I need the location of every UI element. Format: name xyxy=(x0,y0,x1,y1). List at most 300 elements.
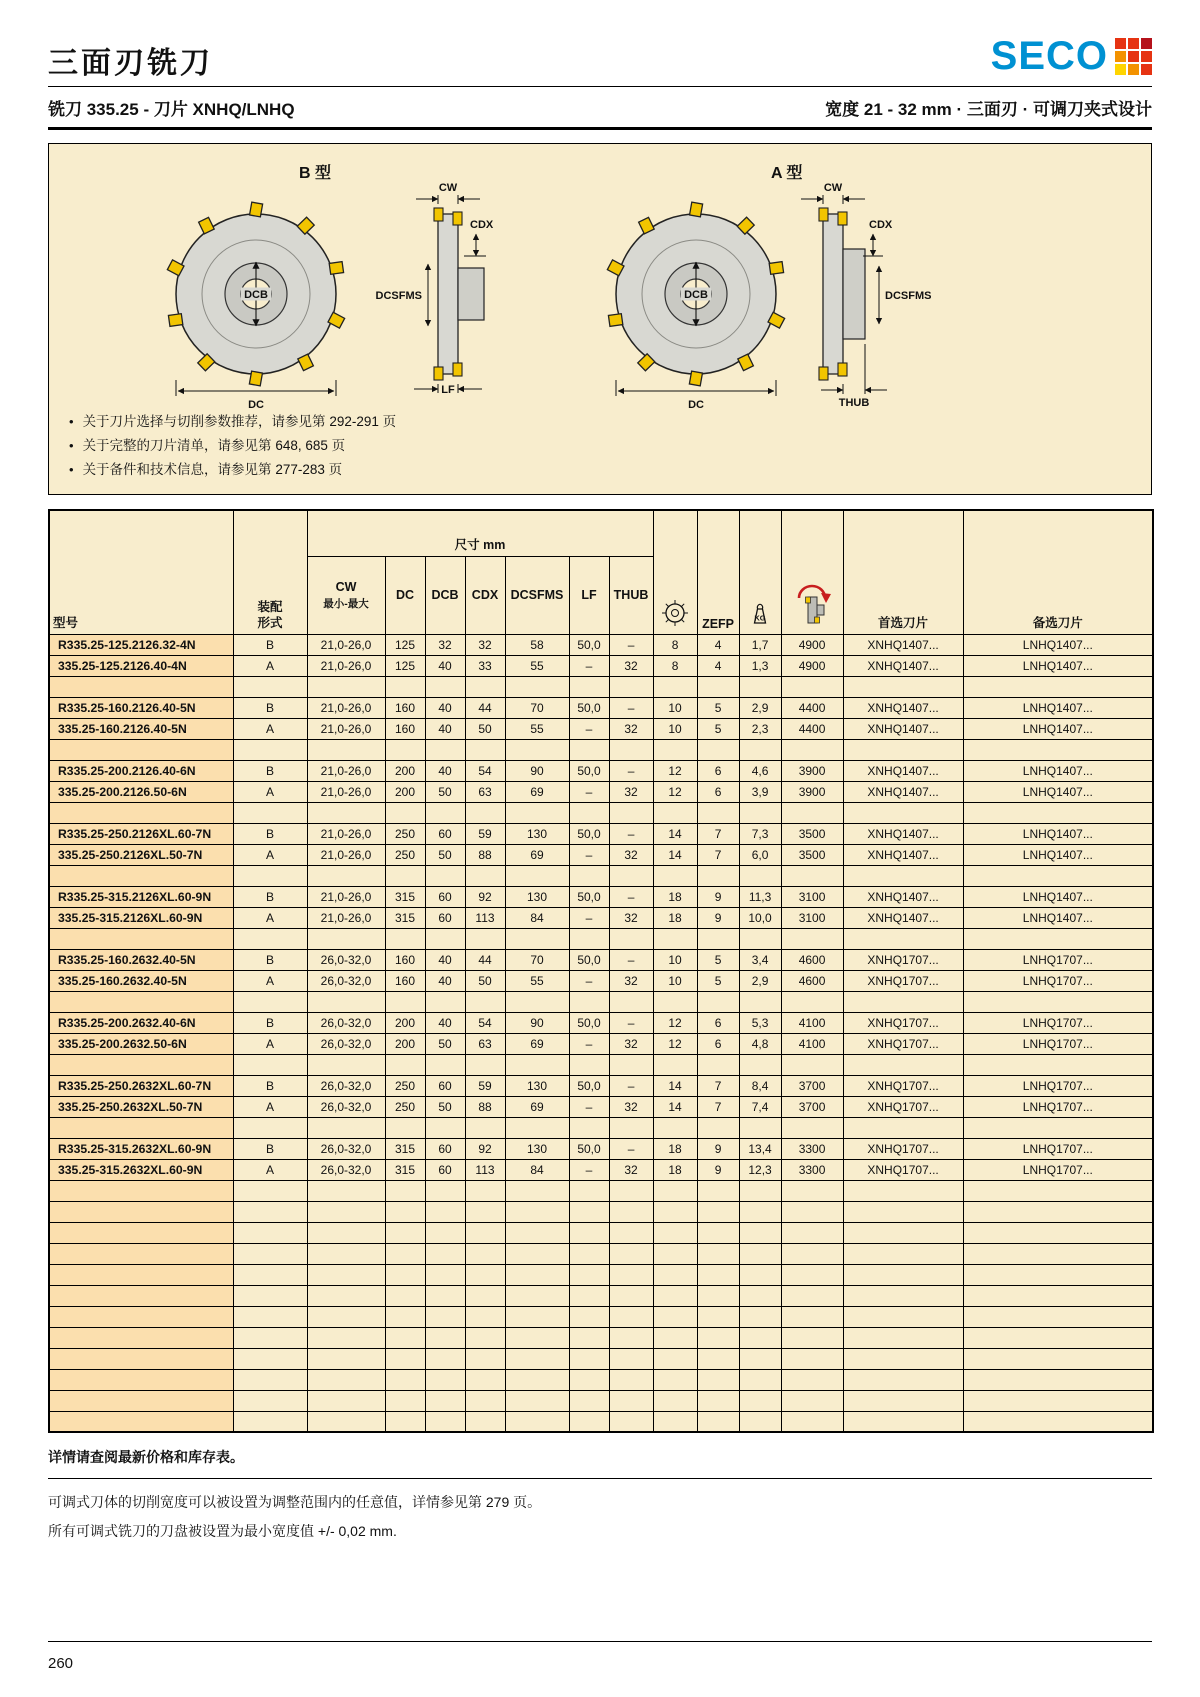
value-cell: 50 xyxy=(465,718,505,739)
value-cell xyxy=(697,1054,739,1075)
value-cell xyxy=(697,1264,739,1285)
value-cell: 3,9 xyxy=(739,781,781,802)
value-cell xyxy=(697,1243,739,1264)
value-cell xyxy=(385,1222,425,1243)
model-cell: R335.25-160.2126.40-5N xyxy=(49,697,233,718)
value-cell xyxy=(465,676,505,697)
value-cell xyxy=(843,1201,963,1222)
value-cell: 60 xyxy=(425,1138,465,1159)
value-cell xyxy=(739,1411,781,1432)
value-cell: 21,0-26,0 xyxy=(307,655,385,676)
cw-label: CW xyxy=(335,579,357,594)
model-cell: R335.25-250.2632XL.60-7N xyxy=(49,1075,233,1096)
value-cell xyxy=(425,1243,465,1264)
col-header-model: 型号 xyxy=(49,510,233,634)
value-cell: XNHQ1707... xyxy=(843,1033,963,1054)
value-cell xyxy=(385,1117,425,1138)
value-cell: 40 xyxy=(425,697,465,718)
value-cell: 5 xyxy=(697,970,739,991)
value-cell xyxy=(653,1285,697,1306)
model-cell: R335.25-250.2126XL.60-7N xyxy=(49,823,233,844)
value-cell xyxy=(609,1201,653,1222)
value-cell xyxy=(781,1411,843,1432)
table-row xyxy=(49,1159,1153,1180)
value-cell xyxy=(781,865,843,886)
value-cell: – xyxy=(609,1138,653,1159)
value-cell: 32 xyxy=(609,1033,653,1054)
value-cell xyxy=(697,1390,739,1411)
model-cell: 335.25-200.2126.50-6N xyxy=(49,781,233,802)
value-cell xyxy=(425,991,465,1012)
model-cell xyxy=(49,1180,233,1201)
model-cell xyxy=(49,1243,233,1264)
teeth-count-icon xyxy=(660,598,690,628)
value-cell: 12 xyxy=(653,1033,697,1054)
value-cell: 50,0 xyxy=(569,1075,609,1096)
empty-row xyxy=(49,1306,1153,1327)
value-cell: LNHQ1407... xyxy=(963,844,1153,865)
value-cell xyxy=(843,1117,963,1138)
model-cell xyxy=(49,1264,233,1285)
value-cell xyxy=(963,802,1153,823)
value-cell: LNHQ1407... xyxy=(963,886,1153,907)
value-cell: 92 xyxy=(465,886,505,907)
value-cell xyxy=(505,676,569,697)
value-cell: LNHQ1407... xyxy=(963,907,1153,928)
value-cell: 2,9 xyxy=(739,970,781,991)
value-cell xyxy=(843,865,963,886)
value-cell xyxy=(569,1243,609,1264)
value-cell: 18 xyxy=(653,907,697,928)
value-cell xyxy=(739,1201,781,1222)
dim-label-lf: LF xyxy=(441,384,455,396)
value-cell: XNHQ1707... xyxy=(843,1012,963,1033)
value-cell: 6 xyxy=(697,760,739,781)
value-cell: 26,0-32,0 xyxy=(307,1138,385,1159)
value-cell xyxy=(233,676,307,697)
value-cell xyxy=(385,802,425,823)
value-cell: 44 xyxy=(465,697,505,718)
value-cell: XNHQ1407... xyxy=(843,907,963,928)
spacer-row xyxy=(49,865,1153,886)
value-cell: A xyxy=(233,1033,307,1054)
value-cell xyxy=(425,676,465,697)
value-cell: – xyxy=(569,1033,609,1054)
value-cell: 14 xyxy=(653,823,697,844)
value-cell: 200 xyxy=(385,760,425,781)
value-cell: 50 xyxy=(425,781,465,802)
value-cell xyxy=(465,1117,505,1138)
value-cell xyxy=(233,1327,307,1348)
value-cell: 4 xyxy=(697,634,739,655)
empty-row xyxy=(49,1348,1153,1369)
table-row xyxy=(49,1096,1153,1117)
value-cell xyxy=(963,1390,1153,1411)
mount-form-line1: 装配 xyxy=(257,599,283,614)
masthead xyxy=(48,34,1152,86)
col-header-preferred-insert: 首选刀片 xyxy=(843,510,963,634)
col-header-size-group: 尺寸 mm xyxy=(307,510,653,556)
value-cell xyxy=(425,1201,465,1222)
value-cell xyxy=(781,928,843,949)
model-cell xyxy=(49,928,233,949)
value-cell: 60 xyxy=(425,907,465,928)
value-cell: 58 xyxy=(505,634,569,655)
value-cell: 26,0-32,0 xyxy=(307,1075,385,1096)
value-cell xyxy=(505,991,569,1012)
subheader-left: 铣刀 335.25 - 刀片 XNHQ/LNHQ xyxy=(48,99,295,119)
footer-divider xyxy=(48,1641,1152,1642)
value-cell xyxy=(385,739,425,760)
table-row xyxy=(49,823,1153,844)
model-cell xyxy=(49,1327,233,1348)
value-cell: B xyxy=(233,886,307,907)
value-cell: 90 xyxy=(505,760,569,781)
value-cell: 4,8 xyxy=(739,1033,781,1054)
value-cell xyxy=(739,802,781,823)
value-cell xyxy=(697,1369,739,1390)
value-cell xyxy=(697,1327,739,1348)
value-cell: LNHQ1407... xyxy=(963,781,1153,802)
table-row xyxy=(49,760,1153,781)
value-cell: 125 xyxy=(385,634,425,655)
value-cell: 55 xyxy=(505,655,569,676)
value-cell: 160 xyxy=(385,970,425,991)
spacer-row xyxy=(49,802,1153,823)
value-cell: A xyxy=(233,1159,307,1180)
dim-label-dcb: DCB xyxy=(244,289,268,301)
value-cell xyxy=(609,1264,653,1285)
col-header-cdx: CDX xyxy=(465,556,505,634)
value-cell xyxy=(569,1348,609,1369)
model-cell: R335.25-315.2632XL.60-9N xyxy=(49,1138,233,1159)
value-cell xyxy=(569,865,609,886)
value-cell: 40 xyxy=(425,970,465,991)
value-cell xyxy=(609,991,653,1012)
model-cell: R335.25-160.2632.40-5N xyxy=(49,949,233,970)
model-cell: 335.25-160.2126.40-5N xyxy=(49,718,233,739)
value-cell xyxy=(425,1411,465,1432)
value-cell: 10 xyxy=(653,697,697,718)
value-cell xyxy=(505,1243,569,1264)
value-cell: 250 xyxy=(385,1096,425,1117)
value-cell xyxy=(233,1243,307,1264)
value-cell: 60 xyxy=(425,1159,465,1180)
value-cell xyxy=(963,1285,1153,1306)
dim-label-dcsfms: DCSFMS xyxy=(885,290,932,302)
value-cell xyxy=(425,1390,465,1411)
value-cell: 3700 xyxy=(781,1096,843,1117)
value-cell xyxy=(739,928,781,949)
value-cell xyxy=(505,1369,569,1390)
value-cell xyxy=(843,1285,963,1306)
value-cell xyxy=(505,1201,569,1222)
value-cell: 12 xyxy=(653,760,697,781)
value-cell xyxy=(781,739,843,760)
value-cell xyxy=(505,865,569,886)
value-cell xyxy=(739,1117,781,1138)
value-cell: 69 xyxy=(505,781,569,802)
value-cell: B xyxy=(233,760,307,781)
value-cell xyxy=(963,1054,1153,1075)
value-cell xyxy=(739,1243,781,1264)
value-cell xyxy=(781,1327,843,1348)
value-cell: 7 xyxy=(697,1096,739,1117)
model-cell xyxy=(49,1117,233,1138)
value-cell xyxy=(233,802,307,823)
value-cell: XNHQ1707... xyxy=(843,1159,963,1180)
value-cell: 32 xyxy=(609,907,653,928)
empty-row xyxy=(49,1222,1153,1243)
value-cell: 11,3 xyxy=(739,886,781,907)
value-cell xyxy=(465,1348,505,1369)
value-cell: 9 xyxy=(697,907,739,928)
value-cell: 60 xyxy=(425,886,465,907)
value-cell xyxy=(569,1327,609,1348)
value-cell: B xyxy=(233,1012,307,1033)
subheader-divider xyxy=(48,127,1152,130)
value-cell xyxy=(465,739,505,760)
value-cell: 50,0 xyxy=(569,1012,609,1033)
value-cell: 1,3 xyxy=(739,655,781,676)
value-cell xyxy=(963,1264,1153,1285)
value-cell xyxy=(385,1327,425,1348)
value-cell: 5,3 xyxy=(739,1012,781,1033)
value-cell: 8,4 xyxy=(739,1075,781,1096)
value-cell xyxy=(385,1285,425,1306)
value-cell: 54 xyxy=(465,760,505,781)
value-cell xyxy=(781,1306,843,1327)
spacer-row xyxy=(49,1054,1153,1075)
model-cell xyxy=(49,676,233,697)
value-cell: A xyxy=(233,844,307,865)
value-cell xyxy=(307,1264,385,1285)
value-cell xyxy=(781,1222,843,1243)
value-cell: 8 xyxy=(653,634,697,655)
value-cell xyxy=(697,1411,739,1432)
value-cell: 12 xyxy=(653,1012,697,1033)
value-cell: 4600 xyxy=(781,970,843,991)
value-cell xyxy=(697,1201,739,1222)
value-cell: 32 xyxy=(609,718,653,739)
value-cell: – xyxy=(609,1012,653,1033)
value-cell xyxy=(307,1180,385,1201)
value-cell xyxy=(569,1285,609,1306)
value-cell: XNHQ1407... xyxy=(843,760,963,781)
value-cell xyxy=(569,1054,609,1075)
value-cell xyxy=(233,928,307,949)
value-cell xyxy=(233,1117,307,1138)
value-cell xyxy=(697,928,739,949)
value-cell: – xyxy=(609,760,653,781)
value-cell: 54 xyxy=(465,1012,505,1033)
value-cell: 2,3 xyxy=(739,718,781,739)
value-cell xyxy=(609,802,653,823)
cutter-side-view-a xyxy=(801,182,931,409)
value-cell xyxy=(843,1306,963,1327)
value-cell xyxy=(425,1222,465,1243)
value-cell: 50 xyxy=(425,1033,465,1054)
value-cell: 160 xyxy=(385,697,425,718)
value-cell: 32 xyxy=(609,1159,653,1180)
value-cell xyxy=(843,802,963,823)
value-cell: A xyxy=(233,718,307,739)
note-item: • 关于刀片选择与切削参数推荐，请参见第 292-291 页 xyxy=(69,410,396,434)
value-cell: 26,0-32,0 xyxy=(307,1096,385,1117)
value-cell xyxy=(843,676,963,697)
value-cell: B xyxy=(233,1075,307,1096)
value-cell xyxy=(569,1390,609,1411)
spacer-row xyxy=(49,739,1153,760)
value-cell: LNHQ1707... xyxy=(963,1075,1153,1096)
col-header-zefp: ZEFP xyxy=(697,510,739,634)
type-a-label: A 型 xyxy=(771,165,803,182)
value-cell xyxy=(653,1201,697,1222)
value-cell xyxy=(653,1264,697,1285)
value-cell: 10 xyxy=(653,949,697,970)
value-cell xyxy=(781,1369,843,1390)
value-cell: 7 xyxy=(697,823,739,844)
col-header-mount-form xyxy=(233,510,307,634)
value-cell: LNHQ1707... xyxy=(963,1012,1153,1033)
value-cell xyxy=(781,802,843,823)
value-cell xyxy=(307,676,385,697)
value-cell xyxy=(465,1243,505,1264)
value-cell xyxy=(697,1285,739,1306)
value-cell xyxy=(425,1117,465,1138)
value-cell xyxy=(609,739,653,760)
value-cell xyxy=(425,1054,465,1075)
empty-row xyxy=(49,1327,1153,1348)
value-cell xyxy=(465,1306,505,1327)
value-cell: 10,0 xyxy=(739,907,781,928)
value-cell: 21,0-26,0 xyxy=(307,907,385,928)
model-cell xyxy=(49,1285,233,1306)
value-cell: 113 xyxy=(465,907,505,928)
value-cell: 84 xyxy=(505,907,569,928)
spacer-row xyxy=(49,991,1153,1012)
value-cell: 3100 xyxy=(781,886,843,907)
value-cell: – xyxy=(569,1096,609,1117)
value-cell: XNHQ1707... xyxy=(843,1138,963,1159)
value-cell xyxy=(609,1222,653,1243)
value-cell: LNHQ1707... xyxy=(963,970,1153,991)
value-cell xyxy=(465,1285,505,1306)
value-cell: 32 xyxy=(609,1096,653,1117)
value-cell: – xyxy=(569,844,609,865)
cw-min-max-label: 最小-最大 xyxy=(323,597,369,610)
value-cell xyxy=(385,1306,425,1327)
spacer-row xyxy=(49,676,1153,697)
value-cell: 13,4 xyxy=(739,1138,781,1159)
value-cell: XNHQ1707... xyxy=(843,949,963,970)
value-cell xyxy=(385,1348,425,1369)
value-cell: 4900 xyxy=(781,634,843,655)
value-cell: 4400 xyxy=(781,697,843,718)
model-cell xyxy=(49,1222,233,1243)
value-cell xyxy=(465,991,505,1012)
value-cell: 3300 xyxy=(781,1138,843,1159)
value-cell: 3900 xyxy=(781,781,843,802)
value-cell xyxy=(653,928,697,949)
value-cell xyxy=(465,1222,505,1243)
value-cell: 32 xyxy=(609,781,653,802)
value-cell xyxy=(843,1390,963,1411)
empty-row xyxy=(49,1243,1153,1264)
value-cell xyxy=(609,1117,653,1138)
value-cell xyxy=(233,1369,307,1390)
value-cell xyxy=(963,928,1153,949)
note-item: • 关于备件和技术信息，请参见第 277-283 页 xyxy=(69,458,396,482)
value-cell xyxy=(697,1222,739,1243)
value-cell xyxy=(425,802,465,823)
value-cell: 9 xyxy=(697,1138,739,1159)
value-cell: 315 xyxy=(385,907,425,928)
value-cell: 7 xyxy=(697,844,739,865)
note-item: • 关于完整的刀片清单，请参见第 648, 685 页 xyxy=(69,434,396,458)
value-cell: XNHQ1407... xyxy=(843,655,963,676)
value-cell xyxy=(963,1243,1153,1264)
value-cell: 4400 xyxy=(781,718,843,739)
value-cell: 6 xyxy=(697,1012,739,1033)
value-cell xyxy=(697,1348,739,1369)
value-cell: 7,4 xyxy=(739,1096,781,1117)
value-cell: XNHQ1707... xyxy=(843,1075,963,1096)
model-cell: R335.25-125.2126.32-4N xyxy=(49,634,233,655)
model-cell xyxy=(49,1369,233,1390)
col-header-weight xyxy=(739,510,781,634)
value-cell: 2,9 xyxy=(739,697,781,718)
value-cell: 125 xyxy=(385,655,425,676)
value-cell xyxy=(609,1306,653,1327)
value-cell xyxy=(963,1117,1153,1138)
value-cell: B xyxy=(233,949,307,970)
value-cell: 4600 xyxy=(781,949,843,970)
model-cell: 335.25-315.2126XL.60-9N xyxy=(49,907,233,928)
value-cell xyxy=(781,1264,843,1285)
value-cell xyxy=(781,1390,843,1411)
value-cell: 50 xyxy=(425,844,465,865)
value-cell: 26,0-32,0 xyxy=(307,1033,385,1054)
value-cell xyxy=(963,676,1153,697)
model-cell xyxy=(49,1411,233,1432)
value-cell xyxy=(739,1285,781,1306)
value-cell: 21,0-26,0 xyxy=(307,718,385,739)
model-cell: 335.25-200.2632.50-6N xyxy=(49,1033,233,1054)
value-cell: LNHQ1707... xyxy=(963,1138,1153,1159)
value-cell: 32 xyxy=(465,634,505,655)
catalog-table-body xyxy=(49,634,1153,1432)
value-cell xyxy=(385,1411,425,1432)
table-row xyxy=(49,949,1153,970)
value-cell xyxy=(425,1369,465,1390)
value-cell xyxy=(307,1243,385,1264)
table-row xyxy=(49,697,1153,718)
model-cell xyxy=(49,802,233,823)
value-cell: XNHQ1707... xyxy=(843,1096,963,1117)
table-row xyxy=(49,1075,1153,1096)
value-cell: XNHQ1407... xyxy=(843,697,963,718)
value-cell xyxy=(697,739,739,760)
value-cell xyxy=(843,1411,963,1432)
table-row xyxy=(49,1138,1153,1159)
value-cell: 50,0 xyxy=(569,697,609,718)
value-cell xyxy=(569,802,609,823)
value-cell xyxy=(963,1222,1153,1243)
value-cell xyxy=(233,1180,307,1201)
value-cell xyxy=(739,1222,781,1243)
model-cell xyxy=(49,1390,233,1411)
